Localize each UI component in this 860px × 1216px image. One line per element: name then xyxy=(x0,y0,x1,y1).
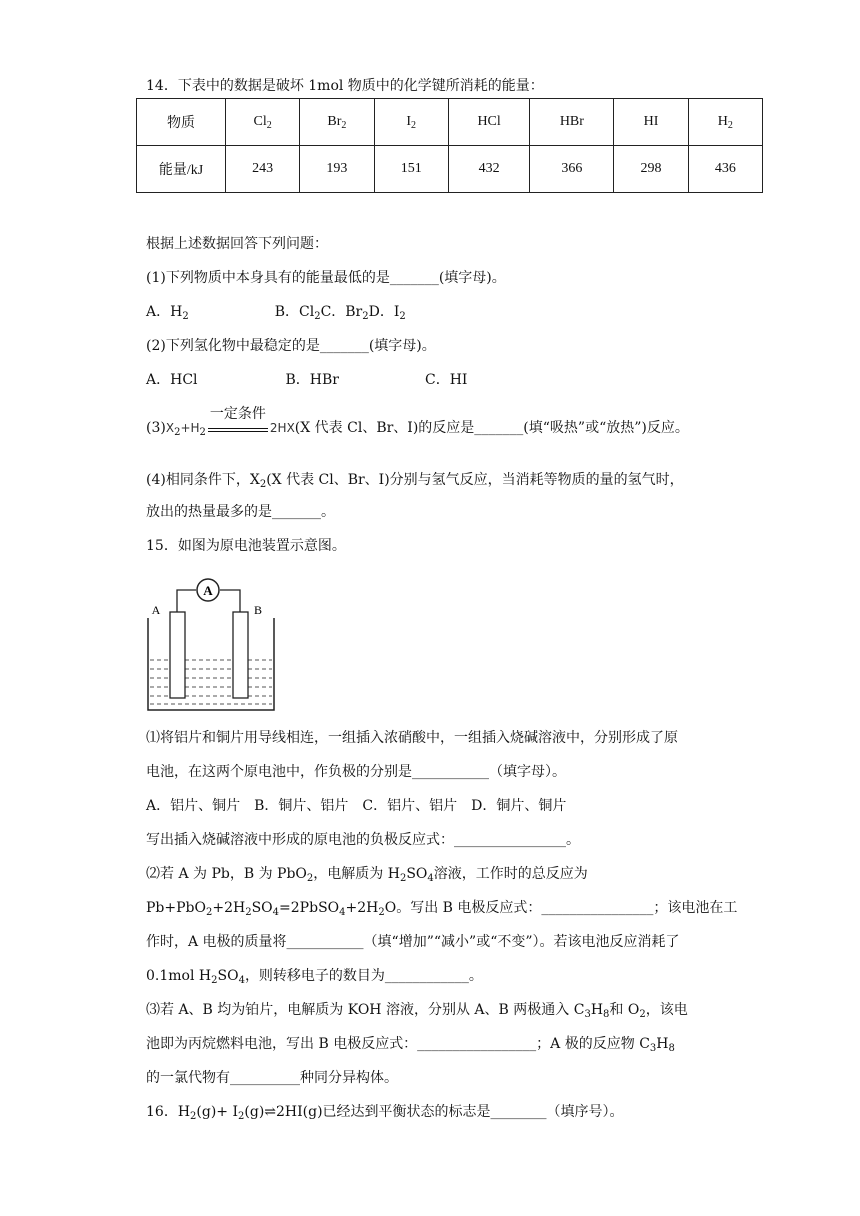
table-cell: 298 xyxy=(614,146,688,193)
option-b: B．$Cl_2$ xyxy=(274,304,321,322)
table-cell: 243 xyxy=(226,146,300,193)
q15-part2-line4: 0.1mol $H_2SO_4$，则转移电子的数目为____________。 xyxy=(146,968,483,986)
table-header-cell: $Cl_2$ xyxy=(226,99,300,146)
electrode-b-label: B xyxy=(253,603,263,617)
q14-stem: 14．下表中的数据是破坏 1mol 物质中的化学键所消耗的能量： xyxy=(146,78,544,94)
galvanic-cell-figure xyxy=(140,576,280,716)
option-a: A．HCl xyxy=(146,372,198,388)
table-row xyxy=(137,99,763,146)
q15-part2-line1: ⑵若 A 为 Pb，B 为 PbO$_2$，电解质为 $H_2SO_4$溶液，工作时的总反应为 xyxy=(146,866,588,884)
option-d: D．$I_2$ xyxy=(368,304,406,322)
table-header-cell: HCl xyxy=(448,99,530,146)
q15-part1-options: A．铝片、铜片 B．铜片、铝片 C．铝片、铝片 D．铜片、铜片 xyxy=(146,798,567,814)
table-cell: 432 xyxy=(448,146,530,193)
table-row xyxy=(137,146,763,193)
option-b: B．HBr xyxy=(285,372,339,388)
q14-part2-options xyxy=(146,370,467,390)
table-cell: 193 xyxy=(300,146,374,193)
q14-part1: (1)下列物质中本身具有的能量最低的是_______(填字母)。 xyxy=(146,270,506,286)
q15-part2-line3: 作时，A 电极的质量将___________（填“增加”“减小”或“不变”）。若该电池反应消耗了 xyxy=(146,934,680,950)
q14-part3: $(3)X_2+H_2$ 一定条件 2HX(X 代表 Cl、Br、I)的反应是_______(填“吸热”或“放热”)反应。 xyxy=(146,406,689,438)
q14-part4-line2: 放出的热量最多的是_______。 xyxy=(146,504,335,520)
table-header-cell: HBr xyxy=(530,99,614,146)
option-a: A．$H_2$ xyxy=(146,304,189,322)
table-cell: 436 xyxy=(688,146,762,193)
q15-stem: 15．如图为原电池装置示意图。 xyxy=(146,538,346,554)
q15-part3-line2: 池即为丙烷燃料电池，写出 B 电极反应式：_________________；A 极的反应物 $C_3H_8$ xyxy=(146,1036,675,1054)
option-c: C．$Br_2$ xyxy=(320,304,369,322)
q15-part1-line1: ⑴将铝片和铜片用导线相连，一组插入浓硝酸中，一组插入烧碱溶液中，分别形成了原 xyxy=(146,730,678,746)
table-header-cell: $H_2$ xyxy=(688,99,762,146)
electrode-a xyxy=(170,612,185,698)
q15-part1-line4: 写出插入烧碱溶液中形成的原电池的负极反应式：________________。 xyxy=(146,832,580,848)
q14-part4-line1: (4)相同条件下，$X_2(X$ 代表 Cl、Br、I)分别与氢气反应，当消耗等物质的量的氢气时， xyxy=(146,472,684,490)
option-c: C．HI xyxy=(425,372,468,388)
q14-part2: (2)下列氢化物中最稳定的是_______(填字母)。 xyxy=(146,338,436,354)
table-cell: 366 xyxy=(530,146,614,193)
table-header-cell: $Br_2$ xyxy=(300,99,374,146)
q15-part2-line2: $Pb+PbO_2+2H_2SO_4=2PbSO_4+2H_2O$。写出 B 电极反应式：________________；该电池在工 xyxy=(146,900,738,918)
q15-part3-line3: 的一氯代物有__________种同分异构体。 xyxy=(146,1070,398,1086)
table-header-cell: HI xyxy=(614,99,688,146)
table-cell: 151 xyxy=(374,146,448,193)
table-header-cell: $I_2$ xyxy=(374,99,448,146)
q15-part3-line1: ⑶若 A、B 均为铂片，电解质为 KOH 溶液，分别从 A、B 两极通入 $C_3H_8$和 $O_2$，该电 xyxy=(146,1002,688,1020)
q16-stem: 16．$H_2(g)+$ $I_2(g)\rightleftharpoons 2HI(g)$已经达到平衡状态的标志是________（填序号）。 xyxy=(146,1104,624,1122)
electrode-a-label: A xyxy=(151,603,161,617)
q15-part1-line2: 电池，在这两个原电池中，作负极的分别是___________（填字母）。 xyxy=(146,764,566,780)
reaction-condition-arrow: 一定条件 xyxy=(208,418,268,438)
energy-table xyxy=(136,98,763,193)
ammeter-label: A xyxy=(203,583,213,598)
table-header-cell: 物质 xyxy=(137,99,226,146)
electrode-b xyxy=(233,612,248,698)
q14-lead: 根据上述数据回答下列问题： xyxy=(146,236,328,252)
q14-part1-options xyxy=(146,302,406,322)
table-cell: 能量/kJ xyxy=(137,146,226,193)
